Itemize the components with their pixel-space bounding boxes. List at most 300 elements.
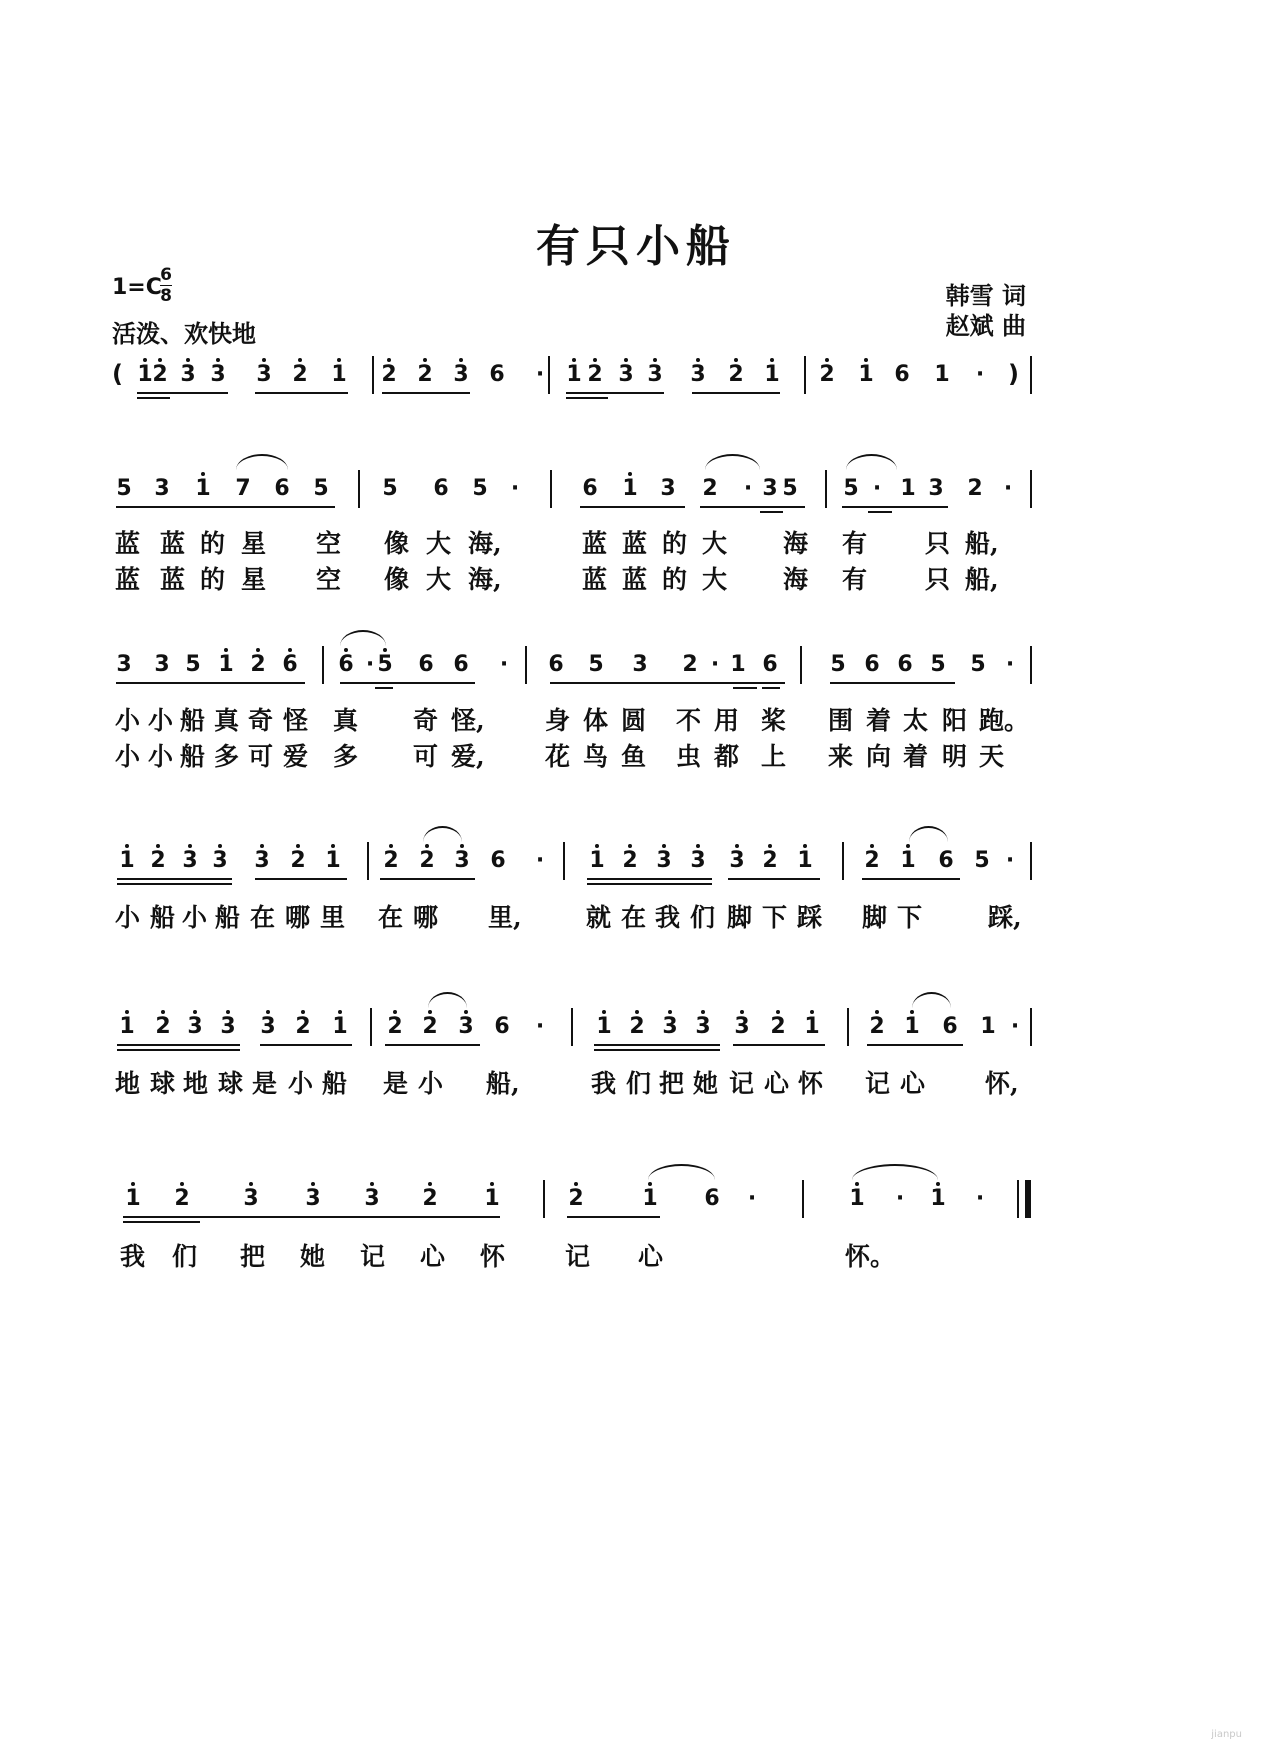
underline-sixteenth (375, 687, 393, 689)
lyric-char: 脚 (727, 903, 753, 932)
lyric-char: 怀, (985, 1069, 1019, 1098)
lyric-char: 心 (900, 1069, 926, 1098)
lyric-char: 上 (761, 742, 787, 771)
note: 2 (381, 362, 397, 387)
note: 5 (116, 476, 132, 501)
note: 1 (484, 1186, 500, 1211)
note: 2 (770, 1014, 786, 1039)
lyric-char: 哪 (285, 903, 311, 932)
lyric-char: 在 (250, 903, 276, 932)
note: 1 (331, 362, 347, 387)
note: 3 (662, 1014, 678, 1039)
note: 3 (690, 362, 706, 387)
high-octave-dot (125, 1010, 129, 1014)
high-octave-dot (125, 844, 129, 848)
high-octave-dot (870, 844, 874, 848)
note: 3 (154, 652, 170, 677)
underline-eighth (733, 1044, 825, 1046)
high-octave-dot (628, 844, 632, 848)
lyric-char: 小 (288, 1069, 314, 1098)
lyric-char: 船, (486, 1069, 520, 1098)
high-octave-dot (428, 1182, 432, 1186)
note: 1 (797, 848, 813, 873)
note: 1 (849, 1186, 865, 1211)
high-octave-dot (249, 1182, 253, 1186)
lyric-char: 船 (322, 1069, 348, 1098)
note: · (1005, 652, 1015, 677)
lyric-char: 下 (897, 903, 923, 932)
high-octave-dot (906, 844, 910, 848)
lyric-char: 小 (115, 706, 141, 735)
lyric-char: 奇 (248, 706, 274, 735)
lyric-char: 多 (214, 742, 240, 771)
note: 6 (282, 652, 298, 677)
note: 1 (934, 362, 950, 387)
note: 3 (734, 1014, 750, 1039)
barline (1030, 646, 1032, 684)
lyric-char: 大 (702, 565, 728, 594)
lyric-char: 心 (638, 1242, 664, 1271)
note: 6 (274, 476, 290, 501)
lyric-char: 着 (903, 742, 929, 771)
note: 1 (325, 848, 341, 873)
barline (525, 646, 527, 684)
note: 2 (967, 476, 983, 501)
note: 3 (762, 476, 778, 501)
note: 1 (119, 848, 135, 873)
lyric-char: 星 (241, 529, 267, 558)
barline (825, 470, 827, 508)
note: 3 (243, 1186, 259, 1211)
lyric-char: 是 (383, 1069, 409, 1098)
high-octave-dot (602, 1010, 606, 1014)
high-octave-dot (653, 358, 657, 362)
lyric-char: 爱, (451, 742, 485, 771)
note: 3 (928, 476, 944, 501)
underline-eighth (340, 682, 475, 684)
note: 5 (472, 476, 488, 501)
lyric-char: 小 (418, 1069, 444, 1098)
lyric-char: 空 (316, 529, 342, 558)
high-octave-dot (628, 472, 632, 476)
lyric-char: 小 (182, 903, 208, 932)
high-octave-dot (393, 1010, 397, 1014)
lyric-char: 下 (762, 903, 788, 932)
lyric-char: 身 (545, 706, 571, 735)
note: 2 (155, 1014, 171, 1039)
lyric-char: 的 (200, 565, 226, 594)
lyric-char: 海 (783, 565, 809, 594)
lyric-char: 我 (591, 1069, 617, 1098)
barline (563, 842, 565, 880)
note: 3 (212, 848, 228, 873)
lyric-char: 体 (583, 706, 609, 735)
underline-eighth (117, 1044, 240, 1046)
tempo-marking: 活泼、欢快地 (112, 320, 256, 348)
note: 6 (582, 476, 598, 501)
note: 5 (970, 652, 986, 677)
high-octave-dot (226, 1010, 230, 1014)
lyric-char: 我 (120, 1242, 146, 1271)
high-octave-dot (810, 1010, 814, 1014)
note: 6 (548, 652, 564, 677)
underline-sixteenth (762, 687, 780, 689)
lyric-char: 不 (676, 706, 702, 735)
note: 2 (152, 362, 168, 387)
note: 6 (433, 476, 449, 501)
high-octave-dot (595, 844, 599, 848)
lyric-char: 向 (866, 742, 892, 771)
note: 3 (690, 848, 706, 873)
lyric-char: 们 (690, 903, 716, 932)
lyric-char: 蓝 (622, 529, 648, 558)
lyric-char: 圆 (621, 706, 647, 735)
note: · (710, 652, 720, 677)
note: 1 (804, 1014, 820, 1039)
lyric-char: 多 (333, 742, 359, 771)
barline (1030, 356, 1032, 394)
lyric-char: 跑。 (979, 706, 1030, 735)
high-octave-dot (740, 1010, 744, 1014)
note: 3 (180, 362, 196, 387)
note: 3 (632, 652, 648, 677)
note: 2 (150, 848, 166, 873)
underline-sixteenth (733, 687, 757, 689)
high-octave-dot (387, 358, 391, 362)
lyric-char: 里, (488, 903, 522, 932)
high-octave-dot (143, 358, 147, 362)
lyric-char: 可 (248, 742, 274, 771)
note: · (535, 848, 545, 873)
note: 2 (568, 1186, 584, 1211)
note: 1 (218, 652, 234, 677)
lyric-char: 怀。 (845, 1242, 896, 1271)
high-octave-dot (734, 358, 738, 362)
high-octave-dot (256, 648, 260, 652)
barline (802, 1180, 804, 1218)
high-octave-dot (624, 358, 628, 362)
high-octave-dot (131, 1182, 135, 1186)
lyric-char: 天 (979, 742, 1005, 771)
underline-eighth (550, 682, 785, 684)
lyric-char: 船 (180, 706, 206, 735)
barline (543, 1180, 545, 1218)
note: 5 (382, 476, 398, 501)
high-octave-dot (337, 358, 341, 362)
high-octave-dot (301, 1010, 305, 1014)
lyric-char: 小 (148, 742, 174, 771)
note: 3 (256, 362, 272, 387)
key-signature: 1=C (112, 275, 162, 300)
slur-arc (846, 454, 897, 470)
lyric-char: 船 (215, 903, 241, 932)
slur-arc (428, 992, 467, 1008)
note: 5 (588, 652, 604, 677)
note: · (1005, 848, 1015, 873)
underline-sixteenth (587, 883, 712, 885)
note: 2 (250, 652, 266, 677)
lyric-char: 虫 (676, 742, 702, 771)
underline-eighth (867, 1044, 963, 1046)
lyric-char: 小 (148, 706, 174, 735)
lyric-char: 球 (150, 1069, 176, 1098)
note: 6 (897, 652, 913, 677)
lyric-char: 像 (384, 565, 410, 594)
lyric-char: 大 (426, 565, 452, 594)
underline-sixteenth (137, 397, 170, 399)
lyric-char: 的 (662, 529, 688, 558)
high-octave-dot (158, 358, 162, 362)
high-octave-dot (288, 648, 292, 652)
note: 3 (154, 476, 170, 501)
lyric-char: 像 (384, 529, 410, 558)
lyric-char: 着 (866, 706, 892, 735)
lyric-char: 怀 (480, 1242, 506, 1271)
barline (842, 842, 844, 880)
lyric-char: 真 (214, 706, 240, 735)
note: 1 (622, 476, 638, 501)
note: 1 (137, 362, 153, 387)
note: 6 (418, 652, 434, 677)
underline-eighth (566, 392, 664, 394)
lyric-char: 蓝 (582, 529, 608, 558)
note: 6 (453, 652, 469, 677)
note: 2 (587, 362, 603, 387)
lyric-char: 蓝 (160, 529, 186, 558)
high-octave-dot (875, 1010, 879, 1014)
lyric-char: 是 (252, 1069, 278, 1098)
note: 5 (930, 652, 946, 677)
lyric-char: 我 (655, 903, 681, 932)
note: 1 (596, 1014, 612, 1039)
note: 1 (642, 1186, 658, 1211)
high-octave-dot (776, 1010, 780, 1014)
barline (358, 470, 360, 508)
note: 2 (290, 848, 306, 873)
lyric-char: 把 (659, 1069, 685, 1098)
lyric-char: 怪, (451, 706, 485, 735)
note: 1 (930, 1186, 946, 1211)
barline (548, 356, 550, 394)
meter-top: 6 (160, 265, 172, 285)
barline (1030, 842, 1032, 880)
lyric-char: 奇 (413, 706, 439, 735)
lyric-char: 们 (172, 1242, 198, 1271)
barline (370, 1008, 372, 1046)
barline (372, 356, 374, 394)
slur-arc (852, 1164, 938, 1180)
note: 5 (830, 652, 846, 677)
lyric-char: 地 (183, 1069, 209, 1098)
note: 5 (974, 848, 990, 873)
high-octave-dot (344, 648, 348, 652)
high-octave-dot (389, 844, 393, 848)
underline-eighth (862, 878, 960, 880)
lyric-char: 空 (316, 565, 342, 594)
note: 3 (210, 362, 226, 387)
high-octave-dot (635, 1010, 639, 1014)
high-octave-dot (188, 844, 192, 848)
high-octave-dot (224, 648, 228, 652)
underline-sixteenth (117, 1049, 240, 1051)
note: 2 (417, 362, 433, 387)
slur-arc (705, 454, 760, 470)
lyric-char: 船, (965, 529, 999, 558)
underline-eighth (382, 392, 470, 394)
barline (1030, 470, 1032, 508)
note: 3 (260, 1014, 276, 1039)
lyric-char: 可 (413, 742, 439, 771)
lyric-char: 地 (115, 1069, 141, 1098)
lyric-char: 星 (241, 565, 267, 594)
lyric-char: 踩 (797, 903, 823, 932)
lyric-char: 的 (200, 529, 226, 558)
high-octave-dot (370, 1182, 374, 1186)
note: 3 (647, 362, 663, 387)
underline-eighth (137, 392, 228, 394)
meter-bottom: 8 (160, 286, 172, 306)
high-octave-dot (186, 358, 190, 362)
note: 3 (656, 848, 672, 873)
high-octave-dot (459, 358, 463, 362)
lyric-char: 有 (842, 529, 868, 558)
underline-eighth (123, 1216, 500, 1218)
note: · (365, 652, 375, 677)
note: · (499, 652, 509, 677)
high-octave-dot (296, 844, 300, 848)
high-octave-dot (428, 1010, 432, 1014)
lyric-char: 来 (828, 742, 854, 771)
high-octave-dot (218, 844, 222, 848)
high-octave-dot (260, 844, 264, 848)
note: 3 (254, 848, 270, 873)
song-title: 有只小船 (536, 221, 736, 272)
high-octave-dot (161, 1010, 165, 1014)
note: 6 (894, 362, 910, 387)
underline-eighth (260, 1044, 352, 1046)
high-octave-dot (696, 844, 700, 848)
lyric-char: 都 (714, 742, 740, 771)
lyric-char: 鸟 (583, 742, 609, 771)
lyric-char: 心 (420, 1242, 446, 1271)
underline-eighth (692, 392, 780, 394)
note: · (743, 476, 753, 501)
lyric-char: 把 (240, 1242, 266, 1271)
underline-eighth (700, 506, 805, 508)
underline-eighth (842, 506, 948, 508)
note: · (975, 362, 985, 387)
note: 2 (295, 1014, 311, 1039)
note: · (872, 476, 882, 501)
note: 1 (980, 1014, 996, 1039)
lyric-char: 明 (942, 742, 968, 771)
high-octave-dot (266, 1010, 270, 1014)
high-octave-dot (574, 1182, 578, 1186)
note: 3 (729, 848, 745, 873)
lyric-char: 蓝 (115, 529, 141, 558)
lyric-char: 蓝 (115, 565, 141, 594)
note: 3 (182, 848, 198, 873)
note: 1 (119, 1014, 135, 1039)
lyric-char: 球 (218, 1069, 244, 1098)
lyric-char: 里 (320, 903, 346, 932)
high-octave-dot (460, 844, 464, 848)
lyric-char: 海 (783, 529, 809, 558)
note: 1 (900, 848, 916, 873)
lyric-char: 桨 (761, 706, 787, 735)
barline (800, 646, 802, 684)
note: 2 (819, 362, 835, 387)
note: 1 (125, 1186, 141, 1211)
lyric-char: 鱼 (621, 742, 647, 771)
high-octave-dot (464, 1010, 468, 1014)
high-octave-dot (735, 844, 739, 848)
underline-eighth (830, 682, 955, 684)
lyric-char: 怪 (283, 706, 309, 735)
lyric-char: 记 (565, 1242, 591, 1271)
underline-sixteenth (117, 883, 232, 885)
underline-eighth (116, 682, 305, 684)
underline-sixteenth (566, 397, 608, 399)
note: 5 (782, 476, 798, 501)
note: 1 (566, 362, 582, 387)
note: · (895, 1186, 905, 1211)
note: 5 (843, 476, 859, 501)
note: 5 (313, 476, 329, 501)
lyric-char: 踩, (988, 903, 1022, 932)
note: 6 (762, 652, 778, 677)
high-octave-dot (936, 1182, 940, 1186)
lyric-char: 的 (662, 565, 688, 594)
lyric-char: 船 (150, 903, 176, 932)
note: · (535, 1014, 545, 1039)
barline (804, 356, 806, 394)
lyric-char: 阳 (942, 706, 968, 735)
lyric-char: 小 (115, 903, 141, 932)
high-octave-dot (910, 1010, 914, 1014)
lyric-char: 真 (333, 706, 359, 735)
high-octave-dot (770, 358, 774, 362)
high-octave-dot (423, 358, 427, 362)
lyric-char: 大 (426, 529, 452, 558)
note: 1 (195, 476, 211, 501)
note: 3 (660, 476, 676, 501)
note: · (747, 1186, 757, 1211)
note: 2 (864, 848, 880, 873)
underline-eighth (587, 878, 712, 880)
barline (847, 1008, 849, 1046)
high-octave-dot (338, 1010, 342, 1014)
note: 3 (305, 1186, 321, 1211)
high-octave-dot (383, 648, 387, 652)
note: 2 (422, 1014, 438, 1039)
note: · (1003, 476, 1013, 501)
lyric-char: 记 (360, 1242, 386, 1271)
lyric-char: 只 (925, 529, 951, 558)
note: 5 (185, 652, 201, 677)
lyric-char: 小 (115, 742, 141, 771)
lyric-char: 太 (903, 706, 929, 735)
slur-arc (236, 454, 288, 470)
lyric-char: 花 (545, 742, 571, 771)
barline (367, 842, 369, 880)
note: 2 (629, 1014, 645, 1039)
note: 2 (762, 848, 778, 873)
note: 2 (728, 362, 744, 387)
slur-arc (909, 826, 948, 842)
note: 3 (454, 848, 470, 873)
note: 2 (292, 362, 308, 387)
